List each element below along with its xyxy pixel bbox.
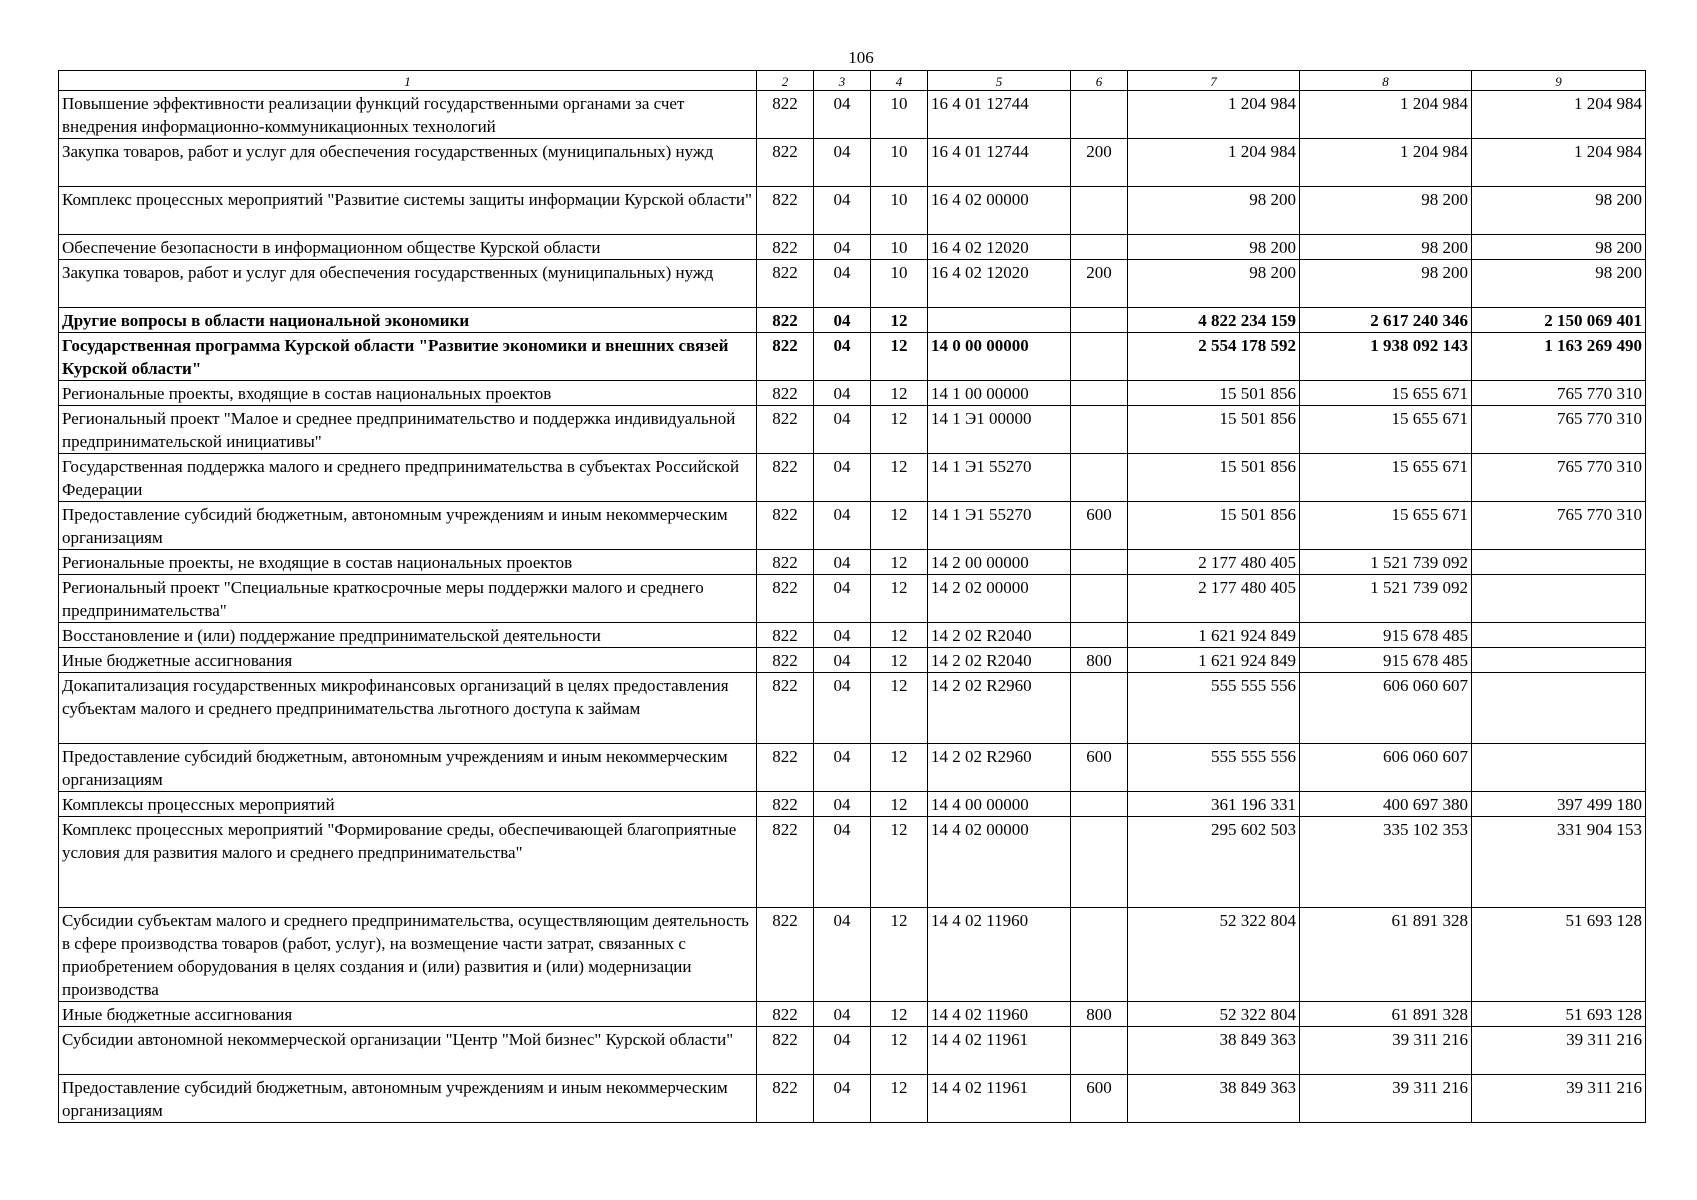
- row-amount-col7: 38 849 363: [1128, 1075, 1300, 1123]
- row-section-code: 04: [814, 381, 871, 406]
- row-name: Восстановление и (или) поддержание предпринимательской деятельности: [59, 623, 757, 648]
- row-amount-col7: 98 200: [1128, 187, 1300, 235]
- row-ministry-code: 822: [757, 673, 814, 744]
- row-name: Другие вопросы в области национальной экономики: [59, 308, 757, 333]
- row-target-article: 14 2 02 R2040: [928, 648, 1071, 673]
- row-name: Повышение эффективности реализации функций государственными органами за счет внедрения информационно-коммуникационных технологий: [59, 91, 757, 139]
- row-amount-col9: 331 904 153: [1472, 817, 1646, 908]
- row-name: Предоставление субсидий бюджетным, автономным учреждениям и иным некоммерческим организациям: [59, 1075, 757, 1123]
- row-expense-type: [1071, 908, 1128, 1002]
- row-section-code: 04: [814, 139, 871, 187]
- row-section-code: 04: [814, 673, 871, 744]
- row-amount-col8: 15 655 671: [1300, 381, 1472, 406]
- row-subsection-code: 10: [871, 235, 928, 260]
- row-amount-col9: 98 200: [1472, 260, 1646, 308]
- row-target-article: 14 1 Э1 55270: [928, 502, 1071, 550]
- row-amount-col7: 15 501 856: [1128, 502, 1300, 550]
- row-expense-type: [1071, 308, 1128, 333]
- table-row: [59, 502, 1646, 550]
- row-section-code: 04: [814, 308, 871, 333]
- row-amount-col7: 555 555 556: [1128, 673, 1300, 744]
- row-ministry-code: 822: [757, 908, 814, 1002]
- row-amount-col9: 39 311 216: [1472, 1075, 1646, 1123]
- row-amount-col7: 555 555 556: [1128, 744, 1300, 792]
- row-name: Докапитализация государственных микрофинансовых организаций в целях предоставления субъектам малого и среднего предпринимательства льготного доступа к займам: [59, 673, 757, 744]
- page-number: 106: [848, 48, 874, 67]
- row-amount-col8: 61 891 328: [1300, 908, 1472, 1002]
- row-expense-type: [1071, 381, 1128, 406]
- row-expense-type: 600: [1071, 502, 1128, 550]
- budget-table: [58, 70, 1646, 1123]
- row-section-code: 04: [814, 623, 871, 648]
- row-amount-col7: 15 501 856: [1128, 381, 1300, 406]
- table-row: [59, 333, 1646, 381]
- row-section-code: 04: [814, 91, 871, 139]
- header-col-6: 6: [1071, 71, 1128, 91]
- row-expense-type: [1071, 1027, 1128, 1075]
- row-target-article: 14 2 02 R2040: [928, 623, 1071, 648]
- row-section-code: 04: [814, 1002, 871, 1027]
- row-expense-type: [1071, 673, 1128, 744]
- row-name: Комплексы процессных мероприятий: [59, 792, 757, 817]
- row-amount-col9: [1472, 623, 1646, 648]
- row-section-code: 04: [814, 792, 871, 817]
- row-amount-col7: 1 621 924 849: [1128, 623, 1300, 648]
- row-target-article: 14 4 00 00000: [928, 792, 1071, 817]
- table-row: [59, 454, 1646, 502]
- row-expense-type: [1071, 187, 1128, 235]
- row-target-article: [928, 308, 1071, 333]
- row-name: Региональный проект "Специальные краткосрочные меры поддержки малого и среднего предпринимательства": [59, 575, 757, 623]
- table-row: [59, 381, 1646, 406]
- header-col-7: 7: [1128, 71, 1300, 91]
- row-subsection-code: 12: [871, 333, 928, 381]
- row-subsection-code: 10: [871, 187, 928, 235]
- row-section-code: 04: [814, 817, 871, 908]
- table-body: [59, 91, 1646, 1123]
- row-name: Региональные проекты, не входящие в состав национальных проектов: [59, 550, 757, 575]
- row-subsection-code: 12: [871, 623, 928, 648]
- row-expense-type: [1071, 575, 1128, 623]
- row-name: Комплекс процессных мероприятий "Формирование среды, обеспечивающей благоприятные условия для развития малого и среднего предпринимательства": [59, 817, 757, 908]
- row-amount-col9: 1 163 269 490: [1472, 333, 1646, 381]
- row-amount-col8: 1 521 739 092: [1300, 575, 1472, 623]
- row-amount-col9: 51 693 128: [1472, 1002, 1646, 1027]
- table-row: [59, 744, 1646, 792]
- row-amount-col9: 51 693 128: [1472, 908, 1646, 1002]
- row-expense-type: [1071, 792, 1128, 817]
- row-subsection-code: 12: [871, 673, 928, 744]
- row-section-code: 04: [814, 648, 871, 673]
- row-expense-type: [1071, 406, 1128, 454]
- header-col-1: 1: [59, 71, 757, 91]
- row-ministry-code: 822: [757, 792, 814, 817]
- row-name: Обеспечение безопасности в информационном обществе Курской области: [59, 235, 757, 260]
- row-name: Закупка товаров, работ и услуг для обеспечения государственных (муниципальных) нужд: [59, 139, 757, 187]
- row-subsection-code: 12: [871, 575, 928, 623]
- row-ministry-code: 822: [757, 550, 814, 575]
- row-section-code: 04: [814, 1075, 871, 1123]
- row-subsection-code: 12: [871, 1002, 928, 1027]
- row-amount-col9: 1 204 984: [1472, 91, 1646, 139]
- row-name: Субсидии субъектам малого и среднего предпринимательства, осуществляющим деятельность в сфере производства товаров (работ, услуг), на возмещение части затрат, связанных с приобретением оборудования в целях создания и (или) развития и (или) модернизации производства: [59, 908, 757, 1002]
- table-row: [59, 260, 1646, 308]
- row-subsection-code: 12: [871, 550, 928, 575]
- row-amount-col8: 915 678 485: [1300, 648, 1472, 673]
- row-target-article: 14 1 00 00000: [928, 381, 1071, 406]
- row-amount-col7: 15 501 856: [1128, 454, 1300, 502]
- row-amount-col9: 765 770 310: [1472, 406, 1646, 454]
- table-row: [59, 648, 1646, 673]
- row-amount-col8: 915 678 485: [1300, 623, 1472, 648]
- row-subsection-code: 12: [871, 792, 928, 817]
- row-amount-col9: [1472, 550, 1646, 575]
- row-amount-col7: 4 822 234 159: [1128, 308, 1300, 333]
- row-amount-col8: 400 697 380: [1300, 792, 1472, 817]
- row-section-code: 04: [814, 550, 871, 575]
- row-target-article: 14 1 Э1 55270: [928, 454, 1071, 502]
- row-subsection-code: 12: [871, 744, 928, 792]
- row-amount-col8: 15 655 671: [1300, 454, 1472, 502]
- row-section-code: 04: [814, 406, 871, 454]
- row-amount-col8: 98 200: [1300, 260, 1472, 308]
- row-target-article: 16 4 02 12020: [928, 235, 1071, 260]
- table-row: [59, 308, 1646, 333]
- row-subsection-code: 10: [871, 139, 928, 187]
- row-section-code: 04: [814, 235, 871, 260]
- header-col-5: 5: [928, 71, 1071, 91]
- row-ministry-code: 822: [757, 260, 814, 308]
- row-ministry-code: 822: [757, 817, 814, 908]
- row-name: Предоставление субсидий бюджетным, автономным учреждениям и иным некоммерческим организациям: [59, 502, 757, 550]
- table-row: [59, 91, 1646, 139]
- row-amount-col9: 765 770 310: [1472, 502, 1646, 550]
- row-amount-col8: 606 060 607: [1300, 673, 1472, 744]
- row-amount-col9: 39 311 216: [1472, 1027, 1646, 1075]
- row-amount-col7: 15 501 856: [1128, 406, 1300, 454]
- row-ministry-code: 822: [757, 333, 814, 381]
- row-amount-col8: 98 200: [1300, 187, 1472, 235]
- row-subsection-code: 10: [871, 260, 928, 308]
- row-amount-col9: [1472, 673, 1646, 744]
- row-section-code: 04: [814, 260, 871, 308]
- row-subsection-code: 12: [871, 502, 928, 550]
- row-amount-col7: 1 621 924 849: [1128, 648, 1300, 673]
- row-amount-col7: 98 200: [1128, 235, 1300, 260]
- row-expense-type: [1071, 817, 1128, 908]
- row-subsection-code: 12: [871, 648, 928, 673]
- row-amount-col7: 1 204 984: [1128, 139, 1300, 187]
- header-col-9: 9: [1472, 71, 1646, 91]
- row-amount-col9: 765 770 310: [1472, 454, 1646, 502]
- table-row: [59, 575, 1646, 623]
- row-ministry-code: 822: [757, 139, 814, 187]
- row-expense-type: 600: [1071, 1075, 1128, 1123]
- row-expense-type: 200: [1071, 139, 1128, 187]
- row-ministry-code: 822: [757, 575, 814, 623]
- row-amount-col7: 2 554 178 592: [1128, 333, 1300, 381]
- row-amount-col9: 98 200: [1472, 187, 1646, 235]
- row-amount-col8: 1 204 984: [1300, 91, 1472, 139]
- row-target-article: 14 4 02 00000: [928, 817, 1071, 908]
- header-col-4: 4: [871, 71, 928, 91]
- row-amount-col9: [1472, 744, 1646, 792]
- row-section-code: 04: [814, 333, 871, 381]
- row-amount-col8: 39 311 216: [1300, 1027, 1472, 1075]
- table-row: [59, 673, 1646, 744]
- row-amount-col9: 1 204 984: [1472, 139, 1646, 187]
- row-target-article: 14 0 00 00000: [928, 333, 1071, 381]
- row-amount-col7: 295 602 503: [1128, 817, 1300, 908]
- row-amount-col8: 15 655 671: [1300, 406, 1472, 454]
- row-expense-type: [1071, 333, 1128, 381]
- row-section-code: 04: [814, 575, 871, 623]
- row-ministry-code: 822: [757, 406, 814, 454]
- row-amount-col8: 39 311 216: [1300, 1075, 1472, 1123]
- row-amount-col8: 1 938 092 143: [1300, 333, 1472, 381]
- row-target-article: 14 4 02 11960: [928, 1002, 1071, 1027]
- table-row: [59, 1002, 1646, 1027]
- row-subsection-code: 12: [871, 817, 928, 908]
- table-row: [59, 817, 1646, 908]
- row-amount-col8: 61 891 328: [1300, 1002, 1472, 1027]
- row-amount-col9: 2 150 069 401: [1472, 308, 1646, 333]
- table-row: [59, 623, 1646, 648]
- row-amount-col8: 1 204 984: [1300, 139, 1472, 187]
- row-subsection-code: 10: [871, 91, 928, 139]
- row-target-article: 14 2 02 R2960: [928, 744, 1071, 792]
- row-amount-col7: 361 196 331: [1128, 792, 1300, 817]
- row-amount-col7: 2 177 480 405: [1128, 550, 1300, 575]
- row-target-article: 16 4 02 12020: [928, 260, 1071, 308]
- header-col-8: 8: [1300, 71, 1472, 91]
- row-ministry-code: 822: [757, 454, 814, 502]
- row-name: Государственная поддержка малого и среднего предпринимательства в субъектах Российской Федерации: [59, 454, 757, 502]
- row-subsection-code: 12: [871, 406, 928, 454]
- table-header-row: [59, 71, 1646, 91]
- row-amount-col7: 2 177 480 405: [1128, 575, 1300, 623]
- row-ministry-code: 822: [757, 1027, 814, 1075]
- row-target-article: 14 4 02 11961: [928, 1075, 1071, 1123]
- row-name: Иные бюджетные ассигнования: [59, 648, 757, 673]
- row-section-code: 04: [814, 1027, 871, 1075]
- row-subsection-code: 12: [871, 1075, 928, 1123]
- row-name: Комплекс процессных мероприятий "Развитие системы защиты информации Курской области": [59, 187, 757, 235]
- row-name: Региональный проект "Малое и среднее предпринимательство и поддержка индивидуальной предпринимательской инициативы": [59, 406, 757, 454]
- row-ministry-code: 822: [757, 308, 814, 333]
- row-target-article: 14 2 00 00000: [928, 550, 1071, 575]
- row-ministry-code: 822: [757, 235, 814, 260]
- row-target-article: 16 4 01 12744: [928, 139, 1071, 187]
- row-amount-col7: 52 322 804: [1128, 908, 1300, 1002]
- row-ministry-code: 822: [757, 1075, 814, 1123]
- row-name: Региональные проекты, входящие в состав национальных проектов: [59, 381, 757, 406]
- row-amount-col7: 1 204 984: [1128, 91, 1300, 139]
- table-row: [59, 792, 1646, 817]
- row-expense-type: 800: [1071, 648, 1128, 673]
- row-ministry-code: 822: [757, 623, 814, 648]
- row-target-article: 16 4 01 12744: [928, 91, 1071, 139]
- row-expense-type: [1071, 91, 1128, 139]
- row-expense-type: [1071, 454, 1128, 502]
- row-expense-type: [1071, 623, 1128, 648]
- row-section-code: 04: [814, 744, 871, 792]
- row-amount-col8: 606 060 607: [1300, 744, 1472, 792]
- row-name: Закупка товаров, работ и услуг для обеспечения государственных (муниципальных) нужд: [59, 260, 757, 308]
- row-expense-type: 600: [1071, 744, 1128, 792]
- row-ministry-code: 822: [757, 187, 814, 235]
- table-row: [59, 550, 1646, 575]
- row-section-code: 04: [814, 502, 871, 550]
- row-subsection-code: 12: [871, 1027, 928, 1075]
- row-name: Субсидии автономной некоммерческой организации "Центр "Мой бизнес" Курской области": [59, 1027, 757, 1075]
- row-subsection-code: 12: [871, 454, 928, 502]
- row-target-article: 14 2 02 00000: [928, 575, 1071, 623]
- row-section-code: 04: [814, 454, 871, 502]
- row-amount-col8: 1 521 739 092: [1300, 550, 1472, 575]
- row-amount-col9: [1472, 648, 1646, 673]
- row-target-article: 14 4 02 11960: [928, 908, 1071, 1002]
- row-ministry-code: 822: [757, 502, 814, 550]
- row-ministry-code: 822: [757, 648, 814, 673]
- row-amount-col9: 397 499 180: [1472, 792, 1646, 817]
- row-ministry-code: 822: [757, 381, 814, 406]
- row-ministry-code: 822: [757, 91, 814, 139]
- row-amount-col7: 52 322 804: [1128, 1002, 1300, 1027]
- table-row: [59, 235, 1646, 260]
- header-col-3: 3: [814, 71, 871, 91]
- row-ministry-code: 822: [757, 1002, 814, 1027]
- row-target-article: 14 1 Э1 00000: [928, 406, 1071, 454]
- row-name: Иные бюджетные ассигнования: [59, 1002, 757, 1027]
- row-target-article: 14 2 02 R2960: [928, 673, 1071, 744]
- row-expense-type: 200: [1071, 260, 1128, 308]
- row-amount-col8: 15 655 671: [1300, 502, 1472, 550]
- table-row: [59, 1027, 1646, 1075]
- row-ministry-code: 822: [757, 744, 814, 792]
- row-target-article: 16 4 02 00000: [928, 187, 1071, 235]
- row-amount-col8: 2 617 240 346: [1300, 308, 1472, 333]
- row-section-code: 04: [814, 908, 871, 1002]
- header-col-2: 2: [757, 71, 814, 91]
- row-subsection-code: 12: [871, 308, 928, 333]
- row-name: Предоставление субсидий бюджетным, автономным учреждениям и иным некоммерческим организациям: [59, 744, 757, 792]
- row-section-code: 04: [814, 187, 871, 235]
- row-expense-type: 800: [1071, 1002, 1128, 1027]
- row-expense-type: [1071, 235, 1128, 260]
- row-subsection-code: 12: [871, 908, 928, 1002]
- table-row: [59, 908, 1646, 1002]
- row-amount-col9: 765 770 310: [1472, 381, 1646, 406]
- table-row: [59, 1075, 1646, 1123]
- row-target-article: 14 4 02 11961: [928, 1027, 1071, 1075]
- row-amount-col8: 335 102 353: [1300, 817, 1472, 908]
- row-expense-type: [1071, 550, 1128, 575]
- row-amount-col7: 98 200: [1128, 260, 1300, 308]
- table-row: [59, 187, 1646, 235]
- row-amount-col9: [1472, 575, 1646, 623]
- row-subsection-code: 12: [871, 381, 928, 406]
- row-name: Государственная программа Курской области "Развитие экономики и внешних связей Курской области": [59, 333, 757, 381]
- row-amount-col8: 98 200: [1300, 235, 1472, 260]
- table-row: [59, 139, 1646, 187]
- row-amount-col9: 98 200: [1472, 235, 1646, 260]
- row-amount-col7: 38 849 363: [1128, 1027, 1300, 1075]
- table-row: [59, 406, 1646, 454]
